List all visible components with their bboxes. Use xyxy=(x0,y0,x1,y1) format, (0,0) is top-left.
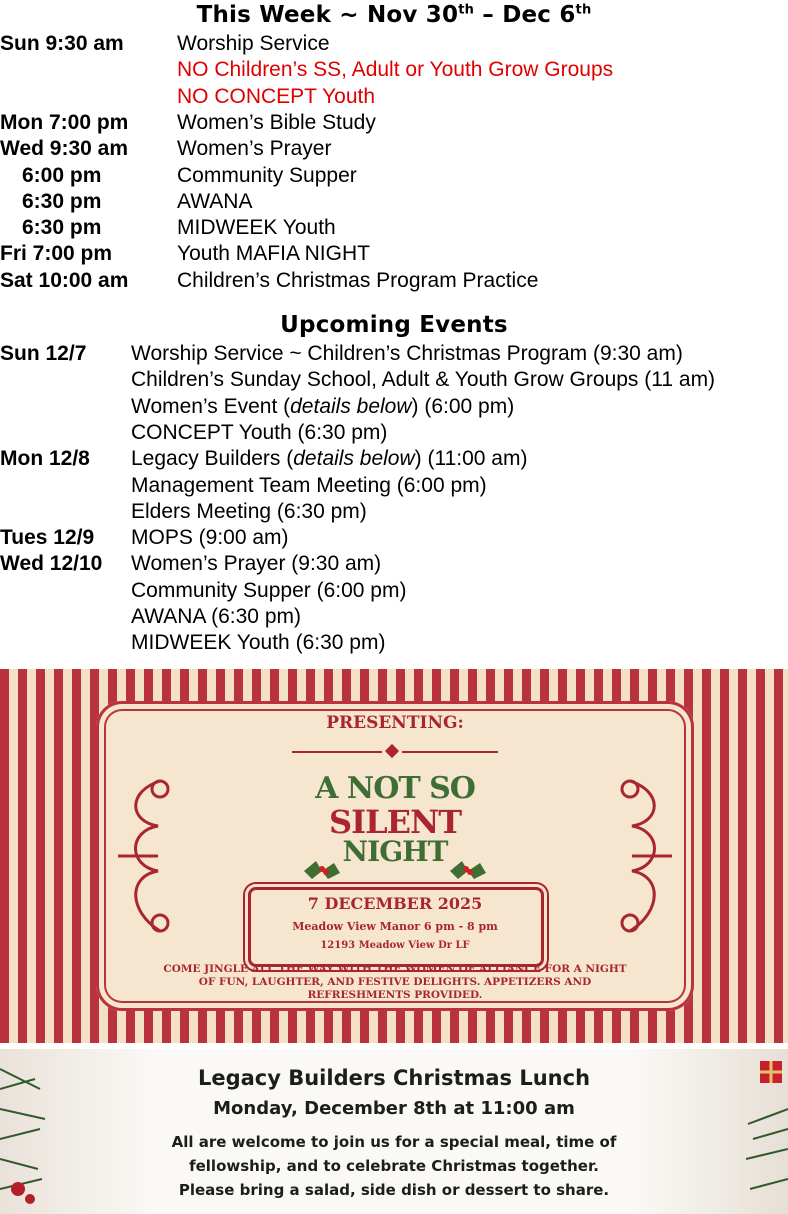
ornament-diamond xyxy=(385,744,399,758)
upcoming-event: Women’s Event (details below) (6:00 pm) xyxy=(131,394,515,418)
holly-left-icon xyxy=(302,857,342,883)
upcoming-event: Community Supper (6:00 pm) xyxy=(131,578,407,602)
upcoming-day: Wed 12/10 xyxy=(0,552,103,576)
week-row xyxy=(0,110,788,136)
week-event: NO CONCEPT Youth xyxy=(177,84,376,108)
upcoming-row xyxy=(0,604,788,630)
week-event: Worship Service xyxy=(177,32,330,55)
week-day-time: Fri 7:00 pm xyxy=(0,242,113,266)
event-title-line3: NIGHT xyxy=(342,835,448,868)
event-ticket xyxy=(96,701,694,1011)
presenting-label: PRESENTING: xyxy=(326,713,464,733)
upcoming-day: Sun 12/7 xyxy=(0,342,87,365)
week-day-time: Mon 7:00 pm xyxy=(0,110,129,134)
upcoming-row xyxy=(0,446,788,472)
week-day-time: Sat 10:00 am xyxy=(0,268,129,292)
upcoming-row xyxy=(0,341,788,367)
legacy-lunch-banner xyxy=(0,1049,788,1214)
week-row xyxy=(0,241,788,267)
womens-event-banner xyxy=(0,669,788,1043)
week-day-time: Sun 9:30 am xyxy=(0,32,124,55)
week-row xyxy=(0,215,788,241)
event-title-line2: SILENT xyxy=(328,803,462,841)
upcoming-event: Legacy Builders (details below) (11:00 am) xyxy=(131,447,528,471)
lunch-description: All are welcome to join us for a special meal, time of fellowship, and to celebrate Christmas together. Please bring a salad, side dish or dessert to share. xyxy=(171,1133,617,1199)
event-description: COME JINGLE ALL THE WAY WITH THE WOMEN OF ALLIANCE FOR A NIGHT OF FUN, LAUGHTER, AND FESTIVE DELIGHTS. APPETIZERS AND REFRESHMENTS PROVIDED. xyxy=(163,963,627,1001)
week-event: MIDWEEK Youth xyxy=(177,216,336,240)
event-date: 7 DECEMBER 2025 xyxy=(307,894,483,913)
upcoming-row xyxy=(0,499,788,525)
lunch-title: Legacy Builders Christmas Lunch xyxy=(197,1066,591,1090)
week-row xyxy=(0,268,788,294)
week-event: Community Supper xyxy=(177,163,357,187)
upcoming-row xyxy=(0,551,788,577)
ornament-line-left xyxy=(292,751,382,753)
upcoming-event: Children’s Sunday School, Adult & Youth Grow Groups (11 am) xyxy=(131,368,716,392)
event-location: Meadow View Manor 6 pm - 8 pm xyxy=(292,920,498,933)
upcoming-row xyxy=(0,630,788,656)
week-row xyxy=(0,57,788,83)
week-day-time: Wed 9:30 am xyxy=(0,137,128,161)
week-day-time: 6:30 pm xyxy=(22,216,102,240)
upcoming-event: Women’s Prayer (9:30 am) xyxy=(131,552,382,576)
upcoming-event: Worship Service ~ Children’s Christmas Program (9:30 am) xyxy=(131,342,683,365)
ornament-line-right xyxy=(402,751,498,753)
upcoming-event: MIDWEEK Youth (6:30 pm) xyxy=(131,631,386,655)
upcoming-day: Tues 12/9 xyxy=(0,526,95,550)
upcoming-event: Management Team Meeting (6:00 pm) xyxy=(131,473,487,497)
upcoming-row xyxy=(0,525,788,551)
upcoming-row xyxy=(0,367,788,393)
upcoming-row xyxy=(0,473,788,499)
week-row xyxy=(0,84,788,110)
week-row xyxy=(0,136,788,162)
upcoming-event: CONCEPT Youth (6:30 pm) xyxy=(131,420,388,444)
holly-right-icon xyxy=(448,857,488,883)
upcoming-row xyxy=(0,420,788,446)
upcoming-events-heading: Upcoming Events xyxy=(280,312,508,338)
upcoming-event: AWANA (6:30 pm) xyxy=(131,605,301,628)
upcoming-event: Elders Meeting (6:30 pm) xyxy=(131,499,367,523)
week-day-time: 6:00 pm xyxy=(22,163,102,187)
upcoming-row xyxy=(0,578,788,604)
lunch-date: Monday, December 8th at 11:00 am xyxy=(213,1098,575,1119)
week-event: NO Children’s SS, Adult or Youth Grow Groups xyxy=(177,58,614,82)
week-row xyxy=(0,163,788,189)
week-row xyxy=(0,31,788,57)
week-day-time: 6:30 pm xyxy=(22,189,102,213)
upcoming-row xyxy=(0,394,788,420)
event-title-line1: A NOT SO xyxy=(315,771,475,806)
upcoming-event: MOPS (9:00 am) xyxy=(131,526,289,550)
week-event: Children’s Christmas Program Practice xyxy=(177,268,539,292)
week-event: Women’s Prayer xyxy=(177,137,332,161)
week-event: AWANA xyxy=(177,189,253,213)
week-event: Women’s Bible Study xyxy=(177,110,376,134)
week-event: Youth MAFIA NIGHT xyxy=(177,242,370,266)
event-address: 12193 Meadow View Dr LF xyxy=(320,940,470,951)
upcoming-day: Mon 12/8 xyxy=(0,447,90,471)
this-week-heading: This Week ~ Nov 30th – Dec 6th xyxy=(196,2,592,28)
week-row xyxy=(0,189,788,215)
